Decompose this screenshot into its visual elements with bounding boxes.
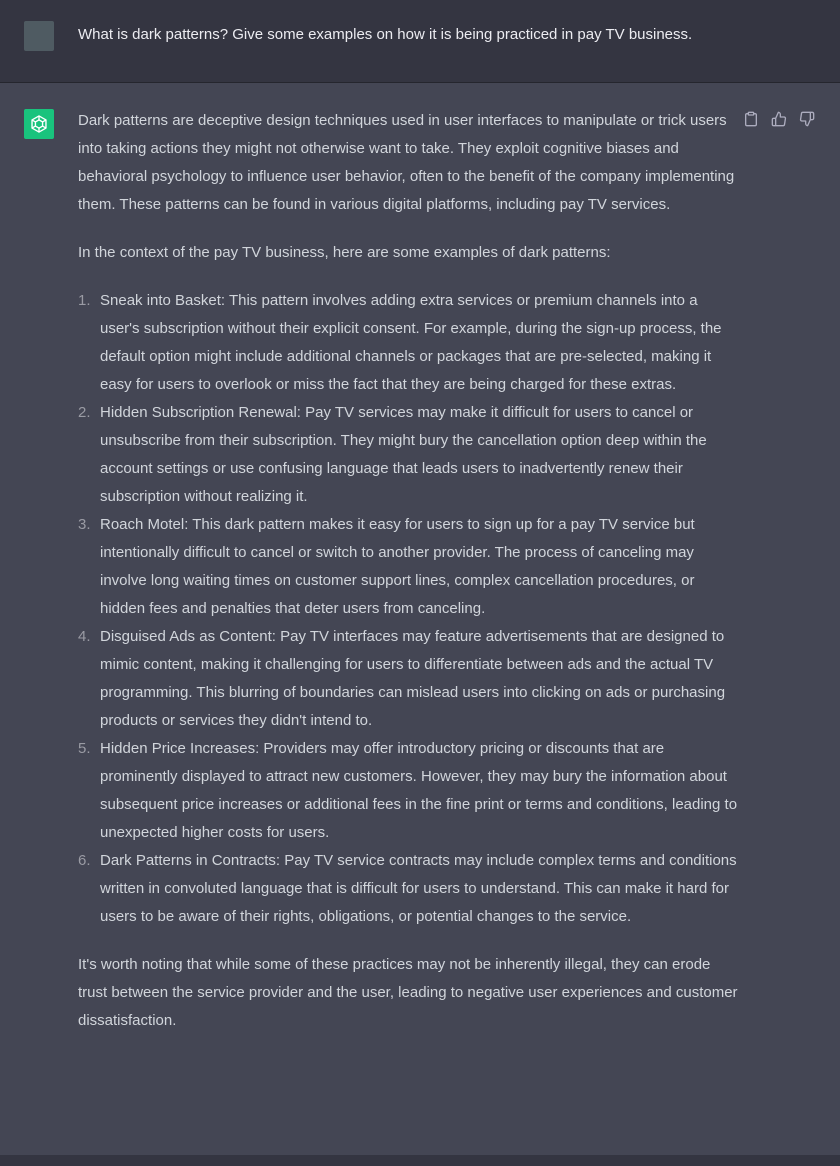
list-number: 3. [78,516,91,533]
list-item-text: Hidden Subscription Renewal: Pay TV services may make it difficult for users to cancel or unsubscribe from their subscription. They might bury the cancellation option deep within the account settings or use confusing language that leads users to inadvertently renew their subscription without realizing it. [100,404,707,505]
list-item-text: Roach Motel: This dark pattern makes it easy for users to sign up for a pay TV service but intentionally difficult to cancel or switch to another provider. The process of canceling may involve long waiting times on customer support lines, complex cancellation procedures, or hidden fees and penalties that deter users from canceling. [100,516,695,617]
list-number: 2. [78,404,91,421]
user-message-row [0,0,840,83]
list-item-text: Dark Patterns in Contracts: Pay TV service contracts may include complex terms and conditions written in convoluted language that is difficult for users to understand. This can make it hard for users to be aware of their rights, obligations, or potential changes to the service. [100,852,737,925]
outro-paragraph: It's worth noting that while some of these practices may not be inherently illegal, they can erode trust between the service provider and the user, leading to negative user experiences and customer dissatisfaction. [78,956,738,1029]
intro-paragraph: Dark patterns are deceptive design techniques used in user interfaces to manipulate or trick users into taking actions they might not otherwise want to take. They exploit cognitive biases and behavioral psychology to influence user behavior, often to the benefit of the company implementing them. These patterns can be found in various digital platforms, including pay TV services. [78,112,735,213]
thumbs-down-icon [799,111,815,127]
user-message-text: What is dark patterns? Give some examples on how it is being practiced in pay TV business. [78,26,693,43]
chatgpt-logo-icon [24,109,54,139]
assistant-message-row [0,83,840,1155]
list-item-text: Sneak into Basket: This pattern involves adding extra services or premium channels into a user's subscription without their explicit consent. For example, during the sign-up process, the default option might include additional channels or packages that are pre-selected, making it easy for users to overlook or miss the fact that they are being charged for these extras. [100,292,722,393]
list-number: 1. [78,292,91,309]
list-number: 6. [78,852,91,869]
assistant-message-content [78,107,738,1035]
copy-button[interactable] [742,110,760,128]
list-item [78,735,738,847]
thumbs-down-button[interactable] [798,110,816,128]
list-number: 5. [78,740,91,757]
list-item [78,287,738,399]
user-avatar [24,21,54,51]
list-item [78,399,738,511]
lead-paragraph: In the context of the pay TV business, here are some examples of dark patterns: [78,244,611,261]
examples-list [78,287,738,931]
list-number: 4. [78,628,91,645]
thumbs-up-icon [771,111,787,127]
list-item-text: Hidden Price Increases: Providers may offer introductory pricing or discounts that are prominently displayed to attract new customers. However, they may bury the information about subsequent price increases or additional fees in the fine print or terms and conditions, leading to unexpected higher costs for users. [100,740,738,841]
bottom-bar [0,1155,840,1166]
list-item [78,847,738,931]
list-item-text: Disguised Ads as Content: Pay TV interfaces may feature advertisements that are designed to mimic content, making it challenging for users to differentiate between ads and the actual TV programming. This blurring of boundaries can mislead users into clicking on ads or purchasing products or services they didn't intend to. [100,628,726,729]
list-item [78,511,738,623]
list-item [78,623,738,735]
clipboard-icon [743,111,759,127]
message-actions [742,110,816,128]
thumbs-up-button[interactable] [770,110,788,128]
